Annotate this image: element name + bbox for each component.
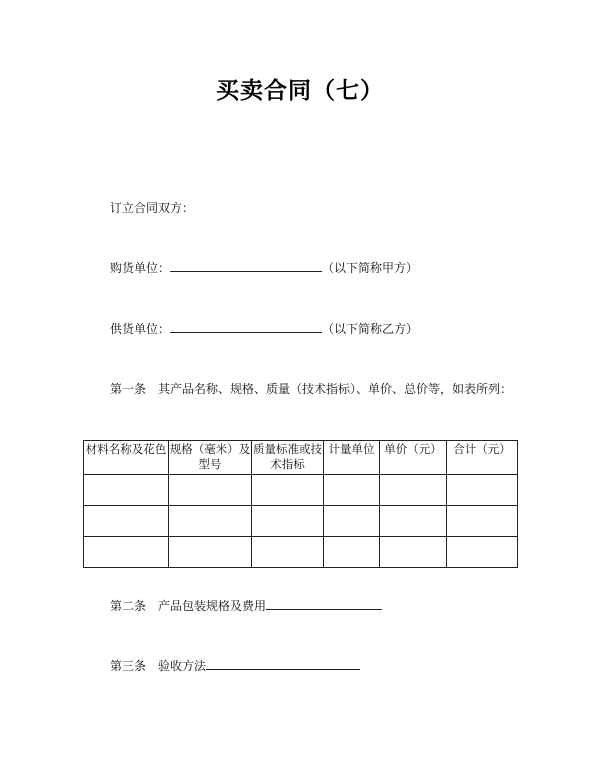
article-2: [110, 597, 382, 614]
table-header-cell: 单价（元）: [380, 441, 447, 475]
table-cell[interactable]: [447, 537, 518, 568]
table-header-cell: 质量标准或技术指标: [252, 441, 324, 475]
table-cell[interactable]: [380, 506, 447, 537]
table-cell[interactable]: [84, 506, 169, 537]
article-3-blank[interactable]: [206, 657, 360, 670]
buyer-blank[interactable]: [170, 259, 322, 272]
table-row: [84, 537, 518, 568]
buyer-label: 购货单位：: [110, 261, 171, 275]
table-cell[interactable]: [380, 475, 447, 506]
table-header-cell: 材料名称及花色: [84, 441, 169, 475]
table-header-cell: 计量单位: [324, 441, 380, 475]
table-cell[interactable]: [447, 506, 518, 537]
article-3: [110, 657, 360, 674]
article-1-number: 第一条: [110, 382, 147, 396]
table-row: [84, 506, 518, 537]
table-cell[interactable]: [169, 537, 252, 568]
table-header-row: [84, 441, 518, 475]
buyer-line: [110, 259, 418, 276]
table-cell[interactable]: [324, 537, 380, 568]
table-cell[interactable]: [252, 537, 324, 568]
table-cell[interactable]: [169, 506, 252, 537]
table-header-cell: 合计（元）: [447, 441, 518, 475]
article-2-text: 产品包装规格及费用: [158, 599, 267, 613]
seller-suffix: （以下简称乙方）: [322, 322, 419, 336]
table-row: [84, 475, 518, 506]
table-cell[interactable]: [324, 475, 380, 506]
table-cell[interactable]: [84, 475, 169, 506]
article-2-blank[interactable]: [266, 597, 382, 610]
article-1: [110, 381, 512, 397]
buyer-suffix: （以下简称甲方）: [322, 261, 419, 275]
article-3-text: 验收方法: [158, 659, 207, 673]
article-1-text: 其产品名称、规格、质量（技术指标）、单价、总价等，如表所列：: [158, 382, 513, 396]
table-cell[interactable]: [252, 475, 324, 506]
seller-label: 供货单位：: [110, 322, 171, 336]
contract-title: 买卖合同（七）: [216, 78, 384, 104]
seller-blank[interactable]: [170, 320, 322, 333]
table-header-cell: 规格（毫米）及型号: [169, 441, 252, 475]
table-cell[interactable]: [447, 475, 518, 506]
article-3-number: 第三条: [110, 659, 147, 673]
table-cell[interactable]: [169, 475, 252, 506]
product-table: [83, 440, 518, 568]
table-cell[interactable]: [252, 506, 324, 537]
parties-heading: 订立合同双方：: [110, 201, 195, 215]
table-cell[interactable]: [324, 506, 380, 537]
table-cell[interactable]: [380, 537, 447, 568]
table-cell[interactable]: [84, 537, 169, 568]
article-2-number: 第二条: [110, 599, 147, 613]
seller-line: [110, 320, 418, 337]
